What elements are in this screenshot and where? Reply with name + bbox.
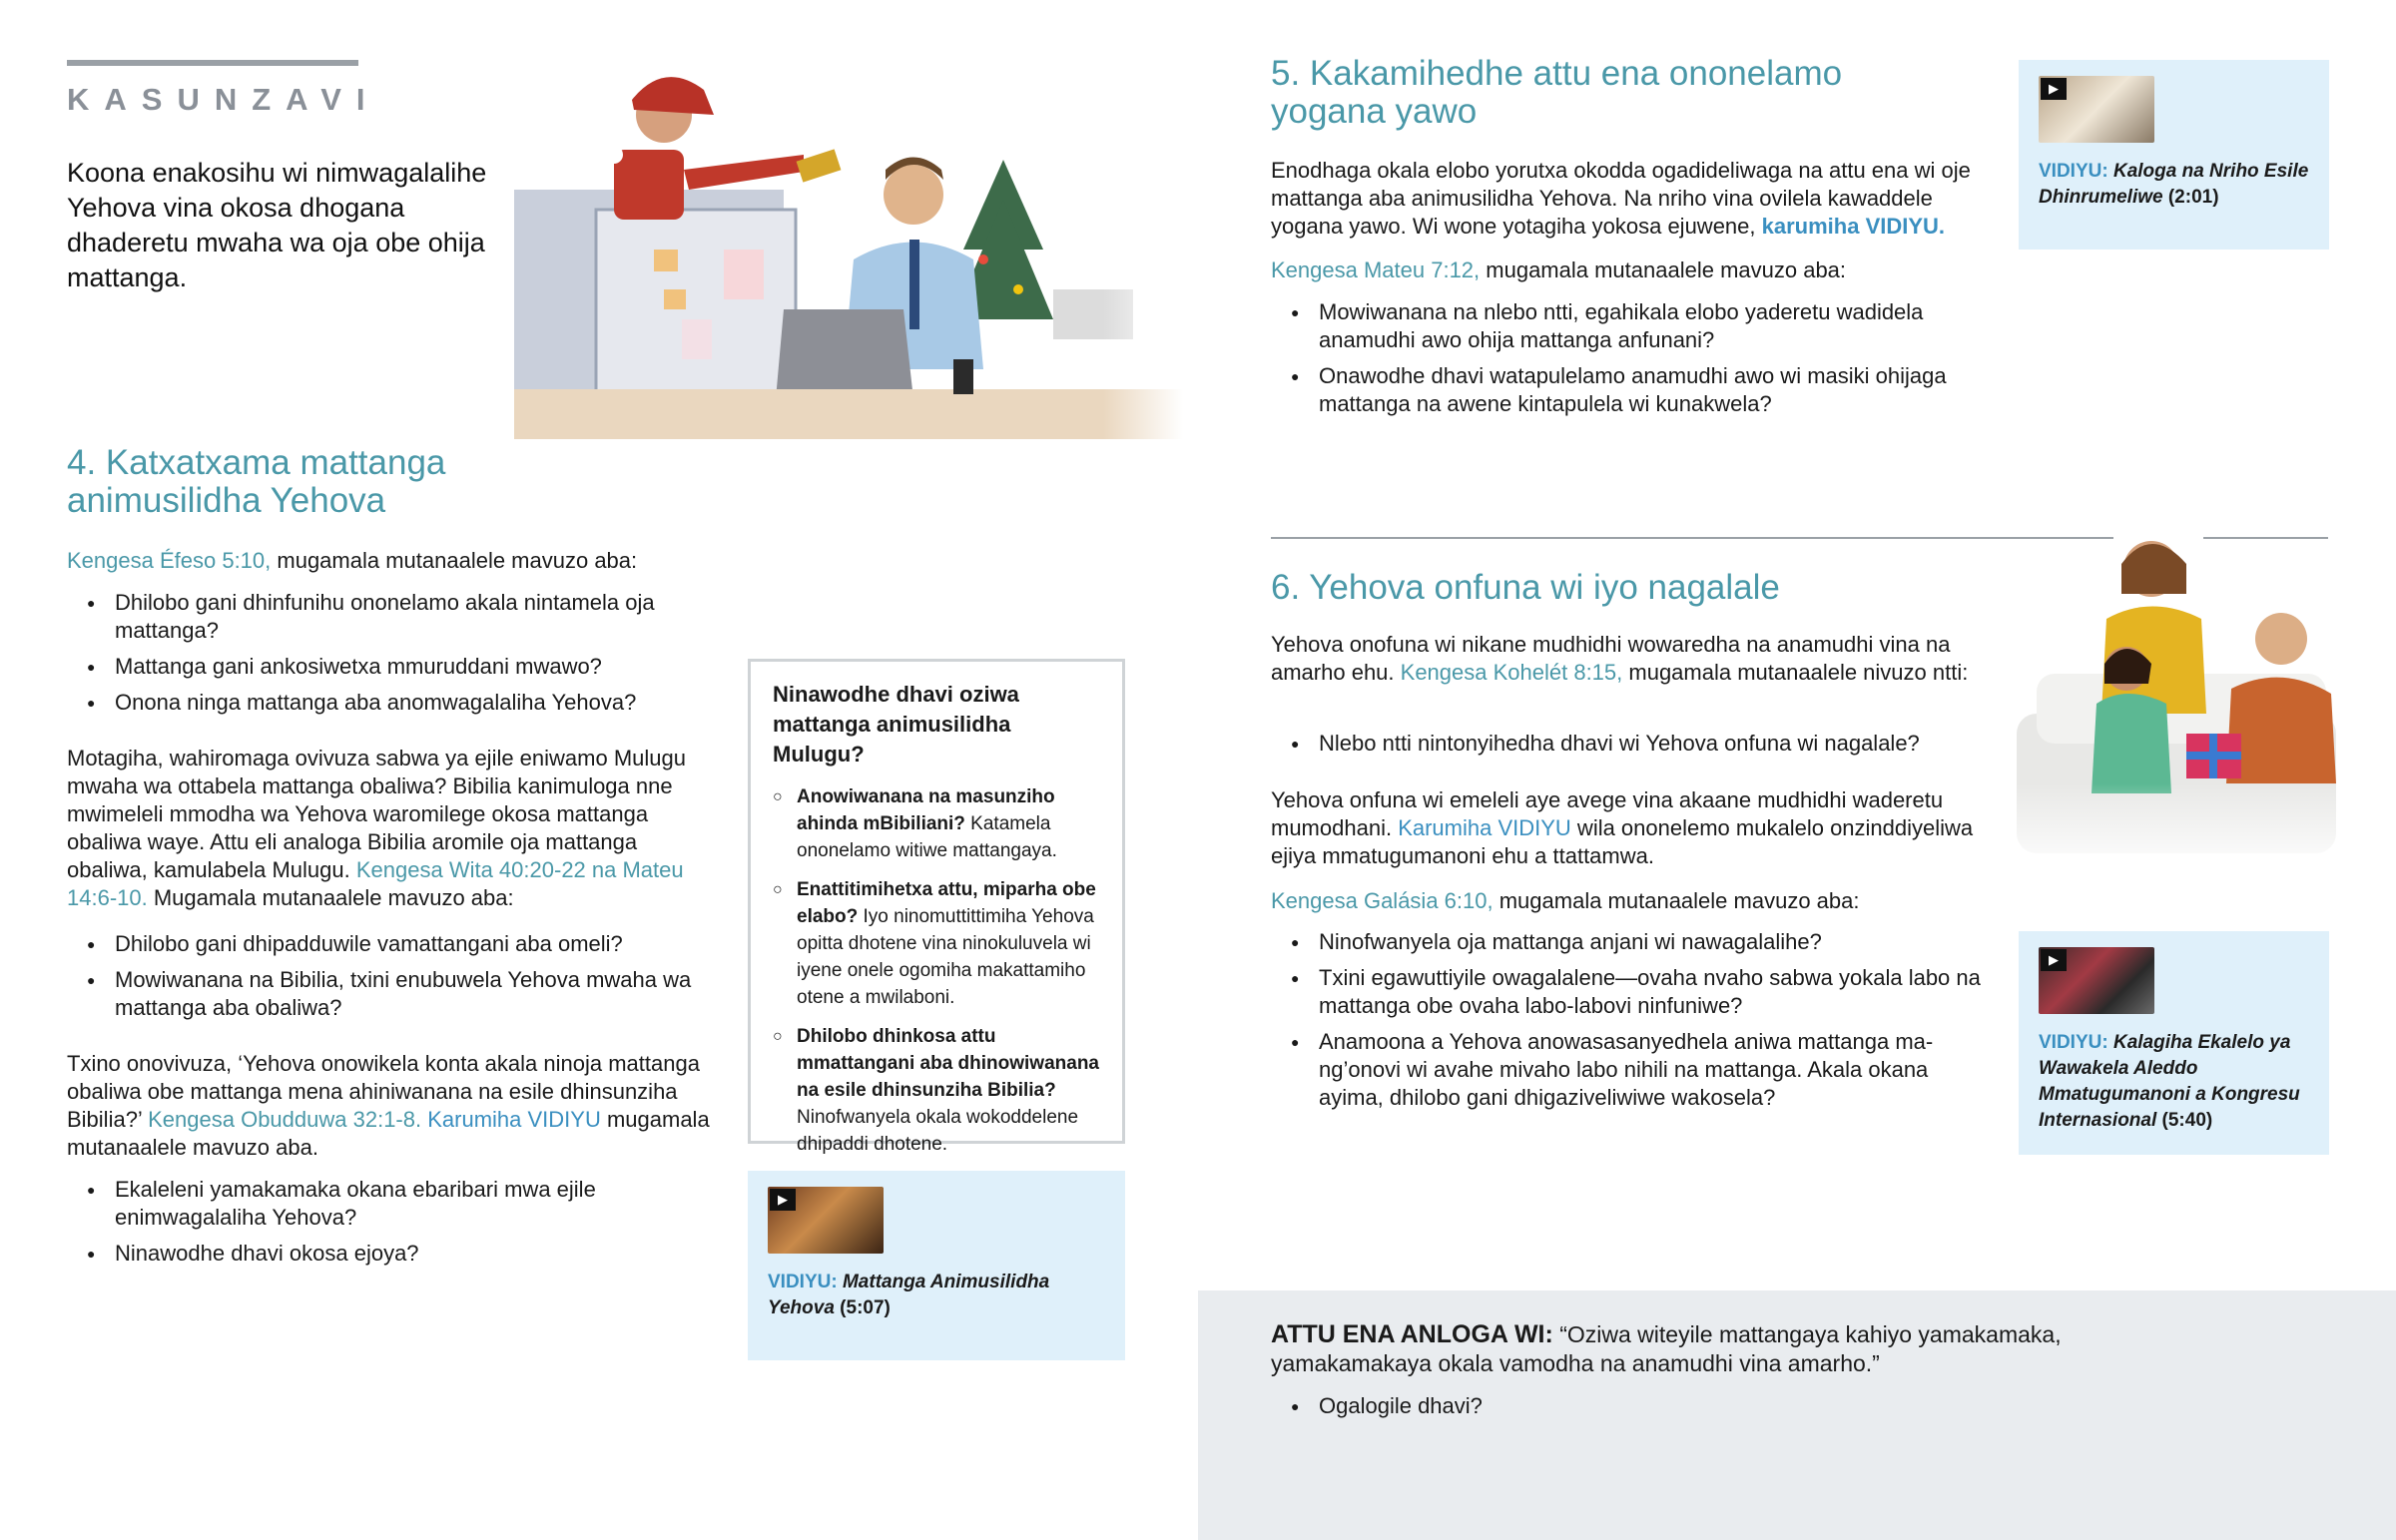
list-item: ● Ninawodhe dhavi okosa ejoya? xyxy=(67,1240,716,1268)
instruction-text: mugamala mutanaalele nivuzo ntti: xyxy=(1622,660,1969,685)
section-6-questions-1 xyxy=(1271,730,1990,766)
section-4-title xyxy=(67,444,445,520)
video-card-1[interactable] xyxy=(748,1171,1125,1360)
instruction-text: mugamala mutanaalele mavuzo aba: xyxy=(1480,257,1847,282)
video-caption xyxy=(768,1270,1105,1321)
video-duration: (2:01) xyxy=(2167,187,2219,208)
list-item: ● Onona ninga mattanga aba anomwagalaliha Yehova? xyxy=(67,689,726,717)
video-label: VIDIYU: xyxy=(768,1272,838,1292)
video-title[interactable]: Mattanga Animusilidha Yehova xyxy=(768,1272,1050,1318)
list-item: ● Anamoona a Yehova anowasasanyedhela aniwa mattanga ma-ng’onovi wi avahe mivaho labo nihili na mattanga. Akala okana ayima, dhilobo gani dhigaziveliwiwe wakosela? xyxy=(1271,1028,1990,1112)
scripture-link[interactable]: Kengesa Galásia 6:10, xyxy=(1271,888,1494,913)
video-duration: (5:07) xyxy=(840,1297,891,1318)
scripture-link[interactable]: Kengesa Éfeso 5:10, xyxy=(67,548,272,573)
section-4-read xyxy=(67,547,726,575)
section-5-read xyxy=(1271,257,1990,284)
instruction-text: mugamala mutanaalele mavuzo aba: xyxy=(1493,888,1860,913)
item-text: Ninofwanyela okala wokoddelene dhipaddi dhotene. xyxy=(797,1107,1079,1155)
paragraph-text: Motagiha, wahiromaga ovivuza sabwa ya ejile eniwamo Mulugu mwaha wa ottabela mattanga obaliwa? Bibilia kanimuloga nne mwimeleli mmodha wa Yehova waromilege okosa mattanga obaliwa waye. Attu eli analoga Bibilia aromile oja mattanga obaliwa, kamulabela Mulugu. xyxy=(67,746,686,882)
video-link[interactable]: karumiha VIDIYU. xyxy=(1761,214,1946,239)
section-4-questions-3 xyxy=(67,1176,716,1276)
list-item xyxy=(773,1023,1100,1158)
paragraph-text: Yehova onfuna wi emeleli aye avege vina akaane mudhidhi waderetu mumodhani. xyxy=(1271,787,1944,840)
section-4-paragraph-2 xyxy=(67,1050,716,1162)
scripture-link[interactable]: Kengesa Mateu 7:12, xyxy=(1271,257,1481,282)
video-caption xyxy=(2039,159,2309,211)
section-5-title-line2: yogana yawo xyxy=(1271,92,1478,131)
section-divider xyxy=(1271,537,2113,539)
header-rule xyxy=(67,60,358,66)
list-item: ● Mowiwanana na nlebo ntti, egahikala elobo yaderetu wadidela anamudhi awo ohija mattanga anfunani? xyxy=(1271,298,1990,354)
others-say-label: ATTU ENA ANLOGA WI: xyxy=(1271,1320,1553,1348)
list-item: ● Mattanga gani ankosiwetxa mmuruddani mwawo? xyxy=(67,653,726,681)
section-6-paragraph-1 xyxy=(1271,631,1970,687)
item-bold: Dhilobo dhinkosa attu mmattangani aba dhinowiwanana na esile dhinsunziha Bibilia? xyxy=(797,1026,1099,1101)
video-thumbnail[interactable] xyxy=(2039,947,2154,1014)
list-item: ● Ekaleleni yamakamaka okana ebaribari mwa ejile enimwagalaliha Yehova? xyxy=(67,1176,716,1232)
video-link[interactable]: Karumiha VIDIYU xyxy=(1398,815,1571,840)
section-6-paragraph-2 xyxy=(1271,786,1990,870)
section-4-title-line1: 4. Katxatxama mattanga xyxy=(67,443,446,482)
box-list xyxy=(773,783,1100,1158)
list-item: ● Ogalogile dhavi? xyxy=(1271,1392,1990,1420)
list-item: ● Onawodhe dhavi watapulelamo anamudhi awo wi masiki ohijaga mattanga na awene kintapulela wi kunakwela? xyxy=(1271,362,1990,418)
item-bold: Enattitimihetxa attu, miparha obe elabo? xyxy=(797,879,1096,927)
scripture-link[interactable]: Kengesa Wita 40:20-22 na Mateu 14:6-10. xyxy=(67,857,684,910)
sidebar-question-box xyxy=(748,659,1125,1155)
video-title[interactable]: Kalagiha Ekalelo ya Wawakela Aleddo Mmatugumanoni a Kongresu Internasional xyxy=(2039,1032,2300,1131)
section-5-title-line1: 5. Kakamihedhe attu ena ononelamo xyxy=(1271,54,1843,93)
section-4-questions-2 xyxy=(67,930,716,1030)
section-5-questions xyxy=(1271,298,1990,426)
office-gift-illustration xyxy=(514,60,1183,439)
paragraph-text: Txino onovivuza, ‘Yehova onowikela konta akala ninoja mattanga obaliwa obe mattanga mena ahiniwanana na esile dhinsunziha Bibilia?’ xyxy=(67,1051,700,1132)
section-5-title xyxy=(1271,55,1842,131)
section-4-title-line2: animusilidha Yehova xyxy=(67,481,386,520)
page-header: KASUNZAVI xyxy=(67,82,380,117)
quote-text: “Oziwa witeyile mattangaya kahiyo yamakamaka, yamakamakaya okala vamodha na anamudhi vina amarho.” xyxy=(1271,1321,2062,1376)
instruction-text: Mugamala mutanaalele mavuzo aba: xyxy=(147,885,514,910)
list-item xyxy=(773,783,1100,864)
play-icon[interactable]: ▶ xyxy=(770,1189,796,1211)
video-title[interactable]: Kaloga na Nriho Esile Dhinrumeliwe xyxy=(2039,161,2309,208)
video-caption xyxy=(2039,1030,2309,1134)
others-say-quote xyxy=(1271,1320,2149,1378)
footer-questions xyxy=(1271,1392,1990,1428)
play-icon[interactable]: ▶ xyxy=(2041,949,2067,971)
section-6-read xyxy=(1271,887,1990,915)
scripture-link[interactable]: Kengesa Kohelét 8:15, xyxy=(1400,660,1623,685)
list-item: ● Dhilobo gani dhipadduwile vamattangani aba omeli? xyxy=(67,930,716,958)
video-card-3[interactable] xyxy=(2019,931,2329,1155)
list-item: ● Dhilobo gani dhinfunihu ononelamo akala nintamela oja mattanga? xyxy=(67,589,726,645)
video-label: VIDIYU: xyxy=(2039,161,2108,182)
section-5-paragraph xyxy=(1271,157,1990,241)
instruction-text: mugamala mutanaalele mavuzo aba: xyxy=(271,548,638,573)
video-thumbnail[interactable] xyxy=(2039,76,2154,143)
video-duration: (5:40) xyxy=(2161,1110,2213,1131)
list-item: ● Mowiwanana na Bibilia, txini enubuwela Yehova mwaha wa mattanga aba obaliwa? xyxy=(67,966,716,1022)
item-text: Iyo ninomuttittimiha Yehova opitta dhotene vina ninokuluvela wi iyene onele ogomiha makattamiho otene a mwilaboni. xyxy=(797,906,1094,1008)
video-link[interactable]: Karumiha VIDIYU xyxy=(421,1107,601,1132)
intro-text: Koona enakosihu wi nimwagalalihe Yehova vina okosa dhogana dhaderetu mwaha wa oja obe ohija mattanga. xyxy=(67,158,487,292)
family-gift-illustration xyxy=(2017,524,2336,873)
instruction-text: mugamala mutanaalele mavuzo aba. xyxy=(67,1107,710,1160)
list-item: ● Nlebo ntti nintonyihedha dhavi wi Yehova onfuna wi nagalale? xyxy=(1271,730,1990,758)
list-item: ● Txini egawuttiyile owagalalene—ovaha nvaho sabwa yokala labo na mattanga obe ovaha labo-labovi ninfuniwe? xyxy=(1271,964,1990,1020)
item-bold: Anowiwanana na masunziho ahinda mBibiliani? xyxy=(797,786,1055,834)
play-icon[interactable]: ▶ xyxy=(2041,78,2067,100)
box-title: Ninawodhe dhavi oziwa mattanga animusilidha Mulugu? xyxy=(773,682,1019,767)
list-item xyxy=(773,876,1100,1011)
section-4-paragraph-1 xyxy=(67,745,716,912)
video-card-2[interactable] xyxy=(2019,60,2329,250)
section-6-title: 6. Yehova onfuna wi iyo nagalale xyxy=(1271,568,1780,607)
section-4-questions-1 xyxy=(67,589,726,725)
video-thumbnail[interactable] xyxy=(768,1187,884,1254)
paragraph-text: Enodhaga okala elobo yorutxa okodda ogadideliwaga na attu ena wi oje mattanga aba animusilidha Yehova. Na nriho vina ovilela kawaddele yogana yawo. Wi wone yotagiha yokosa ejuwene, xyxy=(1271,158,1971,239)
item-text: Katamela ononelamo witiwe mattangaya. xyxy=(797,813,1057,861)
list-item: ● Ninofwanyela oja mattanga anjani wi nawagalalihe? xyxy=(1271,928,1990,956)
section-6-questions-2 xyxy=(1271,928,1990,1120)
scripture-link[interactable]: Kengesa Obudduwa 32:1-8. xyxy=(148,1107,422,1132)
paragraph-text: Yehova onofuna wi nikane mudhidhi wowaredha na anamudhi vina na amarho ehu. xyxy=(1271,632,1951,685)
video-label: VIDIYU: xyxy=(2039,1032,2108,1053)
instruction-text: wila ononelemo mukalelo onzinddiyeliwa ejiya mmatugumanoni ehu a ttattamwa. xyxy=(1271,815,1974,868)
